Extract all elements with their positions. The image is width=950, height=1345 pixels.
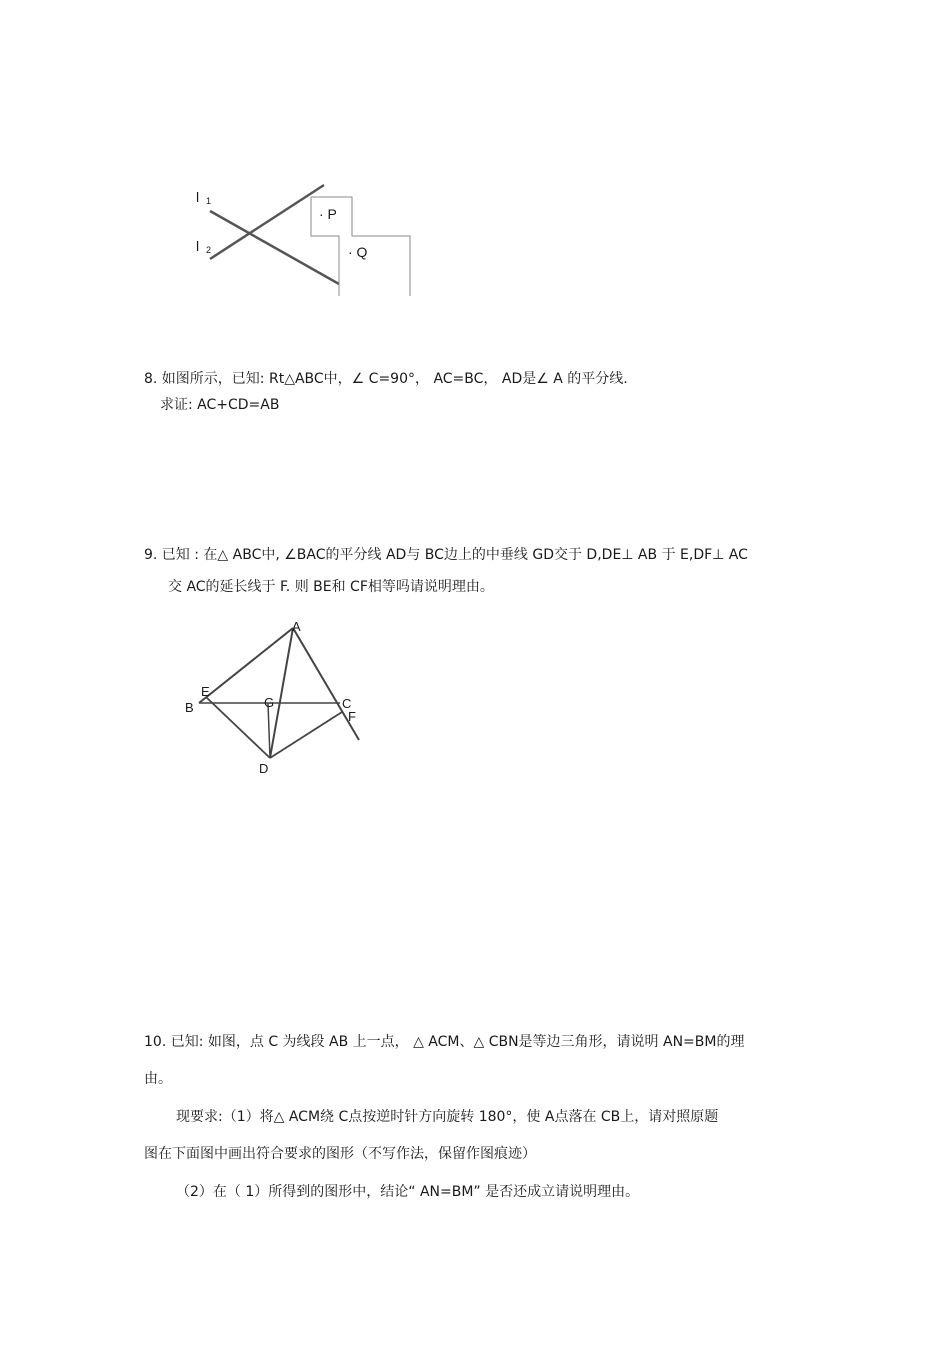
label-q: · Q [348,244,368,260]
label-p: · P [319,206,337,222]
label-l2: l [196,238,200,254]
problem9-line2: 交 AC的延长线于 F. 则 BE和 CF相等吗请说明理由。 [168,579,494,595]
label-l1: l [196,189,200,205]
segment-ba [199,628,293,703]
label-f: F [348,709,356,724]
problem10-line1: 10. 已知: 如图，点 C 为线段 AB 上一点， △ ACM、△ CBN是等边三角形，请说明 AN=BM的理 [144,1034,745,1050]
problem10-line5: （2）在（ 1）所得到的图形中，结论“ AN=BM” 是否还成立请说明理由。 [176,1184,640,1200]
problem8-line2: 求证: AC+CD=AB [160,397,280,413]
problem9-line1: 9. 已知 : 在△ ABC中, ∠BAC的平分线 AD与 BC边上的中垂线 GD交于 D,DE⊥ AB 于 E,DF⊥ AC [144,547,748,563]
label-b: B [185,700,194,715]
segment-fd [270,712,342,758]
problem10-line3: 现要求:（1）将△ ACM绕 C点按逆时针方向旋转 180°，使 A点落在 CB上，请对照原题 [176,1109,719,1125]
label-a: A [292,619,301,634]
segment-gd [268,703,270,758]
problem10-line4: 图在下面图中画出符合要求的图形（不写作法，保留作图痕迹） [144,1146,536,1162]
label-d: D [259,761,269,776]
problem10-line2: 由。 [144,1071,172,1087]
problem8-line1: 8. 如图所示，已知: Rt△ABC中，∠ C=90°， AC=BC， AD是∠ A 的平分线. [144,371,628,387]
label-g: G [264,695,275,710]
segment-ad [270,628,293,758]
label-l1-sub: 1 [206,196,212,206]
label-e: E [201,684,210,699]
label-l2-sub: 2 [206,245,212,255]
label-c: C [342,696,352,711]
segment-ed [206,697,270,758]
